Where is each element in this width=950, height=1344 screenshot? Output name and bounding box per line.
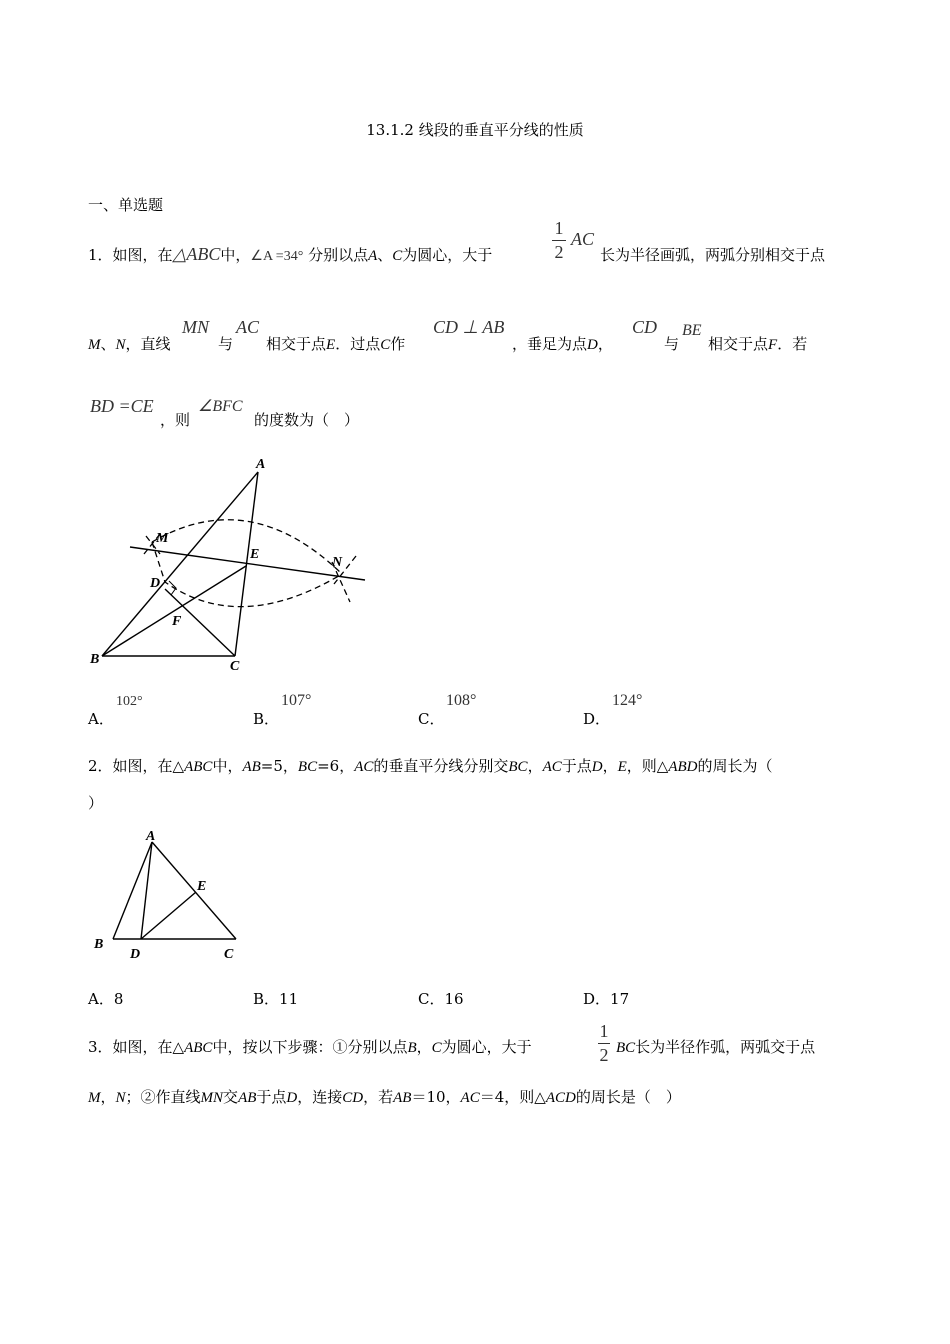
- q3-line1: [88, 1036, 532, 1057]
- q3-var: M: [88, 1090, 101, 1106]
- q2-line1: [88, 755, 773, 776]
- q2-seg-ac: [152, 842, 236, 939]
- q1-option-b-value: 107°: [281, 692, 312, 709]
- q2-var: E: [617, 759, 627, 775]
- q1-frac-bar: [552, 240, 566, 241]
- q2-var: BC: [508, 759, 528, 775]
- q2-option-label: C．: [418, 990, 445, 1008]
- q1-point: C: [392, 248, 403, 264]
- q1-point: M: [88, 337, 101, 353]
- q1-option-a-value: 102°: [116, 694, 143, 709]
- q1-text: 相交于点: [266, 335, 327, 353]
- q1-angle: ∠A =34°: [250, 249, 304, 264]
- q2-var: BC: [297, 759, 318, 775]
- q1-BE: BE: [682, 322, 702, 339]
- q3-text: ，: [100, 1088, 116, 1106]
- q2-text: 2．如图，在△: [88, 757, 185, 775]
- q2-var: AB: [242, 759, 261, 775]
- q2-option-b: [253, 988, 298, 1009]
- q3-var: AB: [238, 1090, 257, 1106]
- q3-var: MN: [200, 1090, 224, 1106]
- q1-AC: AC: [236, 317, 260, 337]
- q1-MN: MN: [182, 317, 209, 337]
- q3-var: D: [286, 1090, 298, 1106]
- q1-triangle: △ABC: [172, 244, 221, 264]
- q1-label-a: A: [256, 457, 266, 472]
- q2-figure: [88, 826, 248, 966]
- q2-option-a: [88, 988, 123, 1009]
- q2-label-a: A: [146, 829, 156, 844]
- q2-label-c: C: [224, 947, 234, 962]
- q2-option-value: 8: [113, 990, 124, 1008]
- q1-CD: CD: [632, 317, 658, 337]
- q2-text: 于点: [561, 757, 592, 775]
- q2-text: ，: [602, 757, 618, 775]
- q1-label-e: E: [250, 547, 260, 562]
- q1-option-a-label: A．: [88, 710, 114, 728]
- q1-with: 与: [218, 335, 234, 353]
- q1-label-c: C: [230, 659, 240, 674]
- q3-var: ABC: [184, 1040, 213, 1056]
- q3-line2: [88, 1086, 681, 1107]
- q2-label-b: B: [94, 937, 104, 952]
- q3-text: 于点: [256, 1088, 287, 1106]
- q1-text: 为圆心，大于: [402, 246, 493, 264]
- q2-option-d: [583, 988, 629, 1009]
- q3-line1-end: [616, 1036, 815, 1057]
- q1-point: F: [768, 337, 778, 353]
- q1-text: 1．如图，在: [88, 246, 173, 264]
- q3-text: 的周长是（ ）: [575, 1088, 681, 1106]
- q1-text: 、: [377, 246, 393, 264]
- q1-frac-num: 1: [554, 218, 564, 238]
- q3-var: CD: [342, 1090, 364, 1106]
- q3-text: ，若: [363, 1088, 394, 1106]
- q1-frac-var: AC: [571, 229, 595, 249]
- q1-label-d: D: [150, 576, 161, 591]
- q1-figure: [80, 450, 380, 680]
- q3-text: ＝10，: [411, 1088, 461, 1106]
- q1-with2: 与: [664, 335, 680, 353]
- q2-option-value: 16: [444, 990, 464, 1008]
- q3-fraction: [598, 1021, 610, 1066]
- q2-var: ABC: [184, 759, 213, 775]
- q1-line1: [88, 244, 492, 265]
- q1-label-m: M: [156, 531, 169, 546]
- q2-label-d: D: [130, 947, 141, 962]
- q3-frac-num: 1: [599, 1021, 609, 1041]
- q2-label-e: E: [197, 879, 207, 894]
- q1-line1-end: 长为半径画弧，两弧分别相交于点: [600, 246, 826, 264]
- q1-point: A: [368, 248, 378, 264]
- q2-text: ，: [527, 757, 543, 775]
- q1-equation: BD =CE: [90, 396, 154, 416]
- q2-var: AC: [354, 759, 374, 775]
- q3-text: 为圆心，大于: [441, 1038, 532, 1056]
- q3-text: ＝4，则△: [479, 1088, 546, 1106]
- q1-point: D: [587, 337, 598, 353]
- q1-text: ，直线: [125, 335, 171, 353]
- q1-line3-b: 的度数为（ ）: [254, 411, 360, 429]
- q2-text: 中，: [212, 757, 243, 775]
- q1-point: N: [115, 337, 126, 353]
- q1-option-c-label: C．: [418, 710, 445, 728]
- q1-text: 、: [100, 335, 116, 353]
- q2-option-label: D．: [583, 990, 611, 1008]
- page-title: 13.1.2 线段的垂直平分线的性质: [366, 121, 584, 139]
- q1-perp: CD ⊥ AB: [433, 317, 505, 337]
- q1-line2-start: [88, 333, 171, 354]
- q2-text: =6，: [317, 757, 355, 775]
- q2-seg-de: [141, 892, 196, 939]
- q3-frac-den: 2: [599, 1045, 609, 1065]
- q1-text: ，: [597, 335, 613, 353]
- q1-line2-e: [512, 333, 613, 354]
- q3-text: 3．如图，在△: [88, 1038, 185, 1056]
- q3-var: B: [407, 1040, 417, 1056]
- q1-option-c-value: 108°: [446, 692, 477, 709]
- q1-label-n: N: [332, 555, 343, 570]
- q2-option-value: 11: [279, 990, 299, 1008]
- q1-text: ．若: [777, 335, 808, 353]
- q1-option-d-label: D．: [583, 710, 611, 728]
- q3-text: 交: [223, 1088, 239, 1106]
- q3-text: 中，按以下步骤：①分别以点: [212, 1038, 408, 1056]
- q1-point: E: [326, 337, 336, 353]
- q2-option-label: A．: [88, 990, 114, 1008]
- q2-line2: ）: [88, 794, 104, 812]
- section-heading: 一、单选题: [88, 196, 164, 214]
- q2-option-label: B．: [253, 990, 280, 1008]
- q3-var: AC: [460, 1090, 480, 1106]
- q3-text: 长为半径作弧，两弧交于点: [635, 1038, 816, 1056]
- q3-text: ，连接: [297, 1088, 343, 1106]
- q1-option-d-value: 124°: [612, 692, 643, 709]
- q1-fraction: [552, 218, 566, 263]
- q2-var: D: [591, 759, 603, 775]
- q1-line2-f: [708, 333, 807, 354]
- q3-text: ；②作直线: [125, 1088, 201, 1106]
- q3-var: C: [431, 1040, 442, 1056]
- q2-option-c: [418, 988, 464, 1009]
- q1-arc-lower: [152, 542, 342, 607]
- q1-text: 作: [390, 335, 406, 353]
- q3-var: BC: [616, 1040, 636, 1056]
- q1-label-b: B: [90, 652, 100, 667]
- q2-option-value: 17: [610, 990, 630, 1008]
- q2-text: ，则△: [626, 757, 669, 775]
- q2-var: ABD: [668, 759, 698, 775]
- q3-var: ACD: [545, 1090, 576, 1106]
- q1-line2-b: [266, 333, 405, 354]
- q1-line3-a: ，则: [160, 411, 191, 429]
- q2-text: =5，: [260, 757, 298, 775]
- q3-var: AB: [393, 1090, 412, 1106]
- q2-text: 的周长为（: [697, 757, 773, 775]
- q1-text: 相交于点: [708, 335, 769, 353]
- q1-text: ，垂足为点: [512, 335, 588, 353]
- q1-arc-upper: [152, 520, 342, 574]
- q1-option-b-label: B．: [253, 710, 280, 728]
- q1-label-f: F: [172, 614, 182, 629]
- q3-var: N: [115, 1090, 126, 1106]
- q1-point: C: [380, 337, 391, 353]
- q1-text: 中，: [220, 246, 251, 264]
- q3-text: ，: [416, 1038, 432, 1056]
- q1-text: 分别以点: [308, 246, 369, 264]
- q1-angle-bfc: ∠BFC: [198, 398, 243, 415]
- q1-seg-be: [102, 566, 246, 656]
- q3-frac-bar: [598, 1043, 610, 1044]
- q1-text: ．过点: [335, 335, 381, 353]
- q2-text: 的垂直平分线分别交: [373, 757, 509, 775]
- q2-var: AC: [542, 759, 562, 775]
- q1-frac-den: 2: [554, 242, 564, 262]
